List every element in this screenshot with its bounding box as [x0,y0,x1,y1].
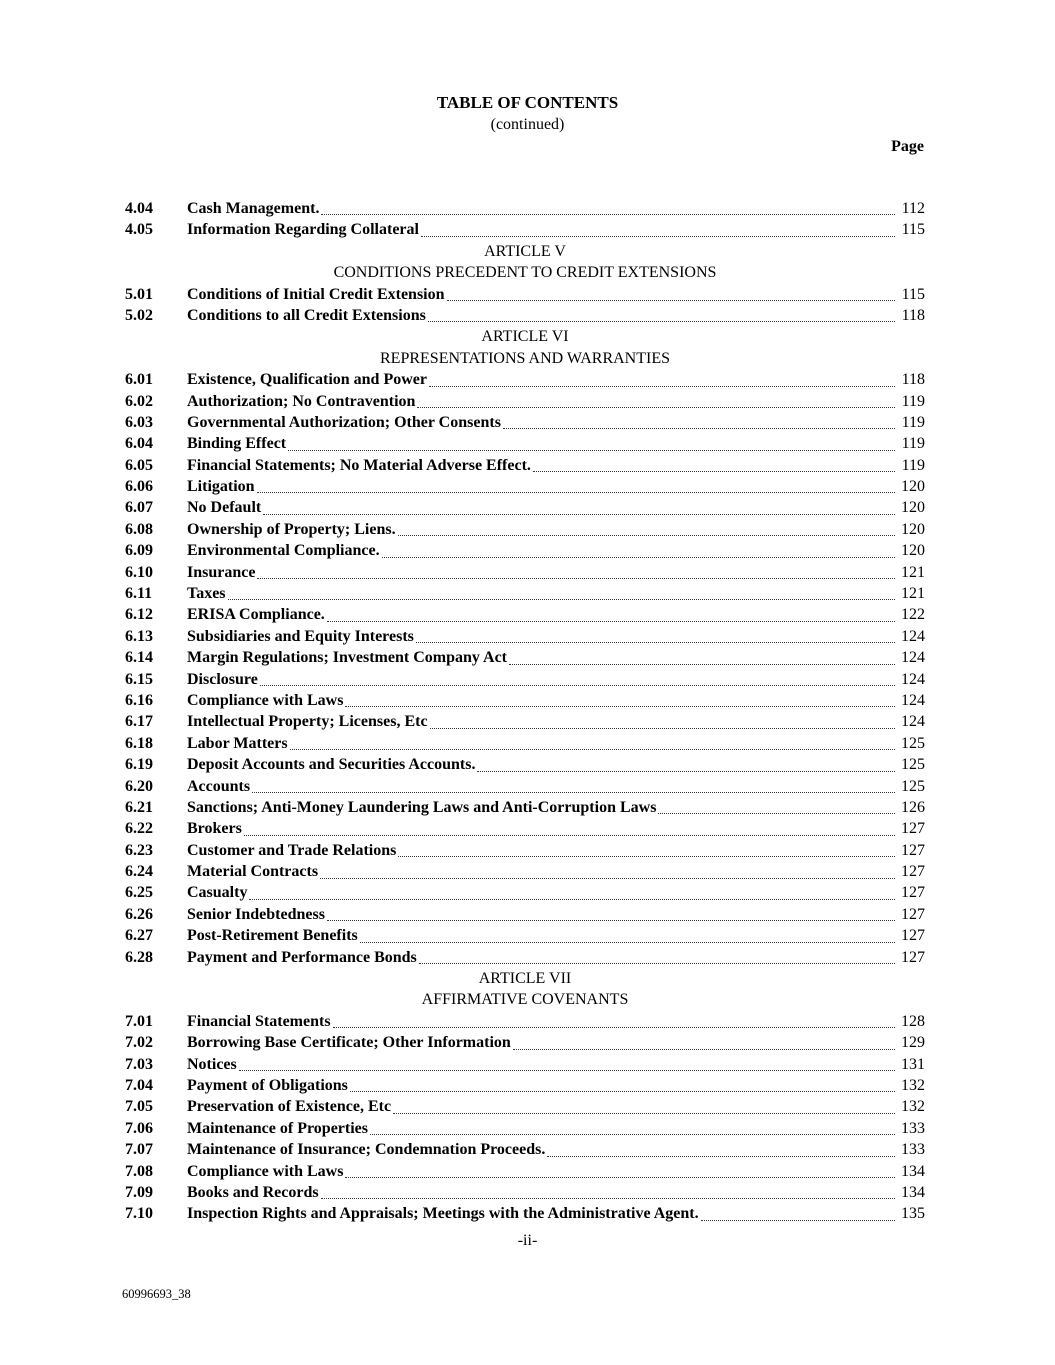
dot-leader [327,621,895,622]
dot-leader [477,771,895,772]
toc-entry-page: 125 [901,756,925,774]
toc-entry [125,733,925,754]
toc-entry [125,455,925,476]
dot-leader [416,642,895,643]
toc-entry-page: 132 [901,1077,925,1094]
toc-entry-page: 135 [901,1205,925,1223]
toc-entry-number: 6.15 [125,670,153,688]
toc-article-heading: ARTICLE VI [481,328,569,346]
dot-leader [398,535,895,536]
toc-entry-title: Subsidiaries and Equity Interests [187,627,414,645]
toc-entry-page: 120 [901,478,925,496]
toc-entry-title: Cash Management. [187,199,320,217]
toc-entry-number: 7.04 [125,1077,153,1094]
toc-entry [125,754,925,775]
toc-entry-title: Binding Effect [187,435,287,453]
toc-entry [125,519,925,540]
toc-entry-title: No Default [187,499,262,517]
toc-entry-page: 120 [901,499,925,517]
toc-entry-number: 6.04 [125,435,153,453]
toc-entry [125,497,925,518]
dot-leader [321,1198,895,1199]
toc-entry-title: Governmental Authorization; Other Consents [187,413,501,431]
dot-leader [257,578,895,579]
toc-entry-title: Payment and Performance Bonds [187,948,417,966]
toc-entry-title: Customer and Trade Relations [187,841,397,859]
toc-entry-page: 131 [901,1055,925,1073]
dot-leader [333,1027,895,1028]
toc-entry-title: Books and Records [187,1183,319,1201]
toc-entry-page: 133 [901,1119,925,1137]
toc-entry [125,1161,925,1182]
toc-entry-title: Notices [187,1055,237,1073]
toc-entry [125,391,925,412]
dot-leader [447,300,895,301]
toc-entry [125,947,925,968]
toc-entry-number: 6.07 [125,499,153,517]
toc-entry-title: Casualty [187,884,248,902]
toc-entry-number: 6.02 [125,392,153,410]
toc-entry [125,562,925,583]
toc-entry-page: 112 [901,199,925,217]
toc-entry-number: 6.16 [125,691,153,709]
toc-entry [125,690,925,711]
toc-entry [125,476,925,497]
toc-entry-number: 7.10 [125,1205,153,1223]
toc-entry-number: 6.13 [125,627,153,645]
dot-leader [263,514,895,515]
dot-leader [382,557,895,558]
toc-entry-number: 6.19 [125,756,153,774]
toc-article-heading: AFFIRMATIVE COVENANTS [421,991,629,1009]
toc-entry-number: 5.01 [125,285,153,303]
toc-entry-page: 115 [901,285,925,303]
toc-entry [125,1203,925,1224]
toc-entry [125,1139,925,1160]
toc-entry-number: 6.20 [125,777,153,795]
toc-entry [125,925,925,946]
toc-entry-page: 125 [901,734,925,752]
toc-entry [125,583,925,604]
toc-entry-number: 6.09 [125,542,153,560]
toc-entry-number: 6.17 [125,713,153,731]
toc-entry-title: Payment of Obligations [187,1077,348,1094]
toc-entry [125,1054,925,1075]
toc-entry-title: Conditions of Initial Credit Extension [187,285,445,303]
toc-entry [125,1096,925,1117]
toc-entry [125,711,925,732]
toc-entry [125,1182,925,1203]
toc-entry-number: 6.23 [125,841,153,859]
dot-leader [393,1113,895,1114]
toc-entry-number: 7.02 [125,1034,153,1052]
toc-entry [125,669,925,690]
toc-entry-page: 124 [901,627,925,645]
dot-leader [513,1049,895,1050]
toc-entry [125,604,925,625]
toc-entry-number: 6.11 [125,585,153,603]
toc-entry-title: Disclosure [187,670,258,688]
toc-entry [125,840,925,861]
dot-leader [290,749,895,750]
page-column-label: Page [891,138,924,155]
toc-entry-number: 6.22 [125,820,153,838]
toc-entry-page: 120 [901,542,925,560]
toc-entry [125,626,925,647]
toc-entry [125,540,925,561]
toc-entry-page: 126 [901,798,925,816]
toc-entry-title: Existence, Qualification and Power [187,371,427,389]
toc-entry-title: Sanctions; Anti-Money Laundering Laws and Anti-Corruption Laws [187,798,657,816]
toc-entry-page: 118 [901,371,925,389]
toc-entry [125,1118,925,1139]
toc-entry-title: Accounts [187,777,251,795]
toc-entry-title: Taxes [187,585,226,603]
toc-article-heading: CONDITIONS PRECEDENT TO CREDIT EXTENSIONS [333,264,717,282]
dot-leader [398,856,895,857]
toc-entry-title: Inspection Rights and Appraisals; Meetings with the Administrative Agent. [187,1205,699,1223]
dot-leader [239,1070,895,1071]
dot-leader [320,878,895,879]
toc-article-heading: REPRESENTATIONS AND WARRANTIES [380,349,670,367]
toc-entry-title: Deposit Accounts and Securities Accounts. [187,756,476,774]
dot-leader [288,450,895,451]
toc-entry-title: Information Regarding Collateral [187,221,419,239]
dot-leader [345,706,895,707]
dot-leader [257,492,895,493]
toc-entry-number: 7.07 [125,1141,153,1159]
toc-entry [125,1032,925,1053]
toc-entry-number: 5.02 [125,306,153,324]
toc-entry-number: 7.05 [125,1098,153,1116]
document-header [0,0,1055,158]
toc-entry-title: Margin Regulations; Investment Company Act [187,649,507,667]
toc-entry-title: Litigation [187,478,255,496]
toc-entry-number: 6.03 [125,413,153,431]
dot-leader [350,1091,895,1092]
toc-entry-number: 6.27 [125,927,153,945]
toc-entry [125,818,925,839]
dot-leader [701,1220,895,1221]
toc-entry-title: Maintenance of Insurance; Condemnation Proceeds. [187,1141,546,1159]
page-title: TABLE OF CONTENTS [436,93,619,112]
toc-entry [125,412,925,433]
toc-entry-title: Compliance with Laws [187,1162,344,1180]
toc-entry-page: 127 [901,884,925,902]
toc-entry-page: 119 [901,413,925,431]
toc-entry [125,647,925,668]
toc-article-heading: ARTICLE V [484,242,566,260]
toc-entry-number: 6.28 [125,948,153,966]
toc-entry-number: 7.01 [125,1012,153,1030]
toc-entry [125,305,925,326]
toc-entry-number: 6.01 [125,371,153,389]
dot-leader [658,813,895,814]
toc-entry-title: Preservation of Existence, Etc [187,1098,392,1116]
toc-entry-page: 125 [901,777,925,795]
toc-entry-title: Authorization; No Contravention [187,392,416,410]
toc-entry-number: 7.03 [125,1055,153,1073]
toc-entry-page: 119 [901,435,925,453]
toc-entry-number: 6.21 [125,798,153,816]
toc-entry-title: Material Contracts [187,863,319,881]
toc-entry-page: 115 [901,221,925,239]
footer-doc-id: 60996693_38 [122,1287,191,1301]
toc-entry-title: ERISA Compliance. [187,606,325,624]
toc-entry-number: 6.18 [125,734,153,752]
toc-entry-title: Environmental Compliance. [187,542,380,560]
toc-entry-page: 128 [901,1012,925,1030]
footer-page-number: -ii- [517,1231,538,1249]
toc-entry-page: 118 [901,306,925,324]
toc-entry-page: 124 [901,713,925,731]
dot-leader [249,899,895,900]
toc-entry-title: Financial Statements [187,1012,331,1030]
dot-leader [345,1177,895,1178]
dot-leader [327,920,895,921]
toc-entry-title: Insurance [187,563,256,581]
toc-entry [125,284,925,305]
toc-entry-number: 6.26 [125,905,153,923]
toc-entry-page: 127 [901,948,925,966]
toc-entry-number: 4.05 [125,221,153,239]
dot-leader [321,214,895,215]
toc-entry [125,883,925,904]
toc-article-heading: ARTICLE VII [478,970,572,988]
toc-entry-page: 134 [901,1183,925,1201]
toc-entry-number: 4.04 [125,199,153,217]
toc-entry-number: 6.06 [125,478,153,496]
toc-entry [125,433,925,454]
dot-leader [360,942,895,943]
toc-entry [125,369,925,390]
toc-entry-title: Ownership of Property; Liens. [187,520,396,538]
toc-entry-page: 121 [901,585,925,603]
toc-entry-title: Maintenance of Properties [187,1119,368,1137]
dot-leader [533,471,895,472]
toc-entry-title: Labor Matters [187,734,288,752]
toc-entry-page: 127 [901,927,925,945]
toc-entry-number: 6.10 [125,563,153,581]
toc-entry-page: 122 [901,606,925,624]
toc-list [0,198,1055,1225]
toc-entry-number: 7.09 [125,1183,153,1201]
toc-entry-page: 127 [901,841,925,859]
toc-entry-page: 127 [901,820,925,838]
toc-entry-title: Post-Retirement Benefits [187,927,358,945]
toc-entry-number: 6.05 [125,456,153,474]
toc-entry-page: 124 [901,670,925,688]
toc-entry [125,776,925,797]
toc-entry-number: 6.14 [125,649,153,667]
toc-entry-number: 6.25 [125,884,153,902]
dot-leader [428,321,895,322]
toc-entry [125,861,925,882]
dot-leader [419,963,895,964]
dot-leader [421,236,895,237]
toc-entry-title: Intellectual Property; Licenses, Etc [187,713,428,731]
toc-entry [125,1011,925,1032]
dot-leader [503,428,895,429]
dot-leader [429,386,895,387]
toc-entry-number: 7.06 [125,1119,153,1137]
dot-leader [260,685,895,686]
toc-entry-page: 124 [901,691,925,709]
toc-entry-title: Senior Indebtedness [187,905,325,923]
toc-entry [125,904,925,925]
toc-entry-page: 121 [901,563,925,581]
toc-entry-title: Financial Statements; No Material Adverse Effect. [187,456,531,474]
toc-entry-page: 129 [901,1034,925,1052]
toc-entry-number: 6.24 [125,863,153,881]
toc-entry-title: Compliance with Laws [187,691,344,709]
dot-leader [547,1156,895,1157]
toc-entry-page: 134 [901,1162,925,1180]
dot-leader [430,728,895,729]
page-subtitle: (continued) [490,116,565,133]
toc-entry-number: 6.08 [125,520,153,538]
toc-entry-page: 124 [901,649,925,667]
dot-leader [417,407,895,408]
toc-entry-number: 6.12 [125,606,153,624]
toc-entry [125,797,925,818]
toc-entry-page: 119 [901,456,925,474]
toc-entry-page: 127 [901,863,925,881]
toc-entry-number: 7.08 [125,1162,153,1180]
toc-entry-page: 132 [901,1098,925,1116]
toc-entry-page: 119 [901,392,925,410]
toc-entry-title: Conditions to all Credit Extensions [187,306,426,324]
dot-leader [509,664,895,665]
toc-entry [125,219,925,240]
toc-entry [125,1075,925,1096]
toc-entry-page: 127 [901,905,925,923]
dot-leader [244,835,895,836]
dot-leader [252,792,895,793]
toc-entry-title: Borrowing Base Certificate; Other Information [187,1034,511,1052]
toc-entry-page: 120 [901,520,925,538]
toc-entry-page: 133 [901,1141,925,1159]
toc-entry [125,198,925,219]
toc-entry-title: Brokers [187,820,242,838]
dot-leader [228,599,895,600]
dot-leader [370,1134,895,1135]
